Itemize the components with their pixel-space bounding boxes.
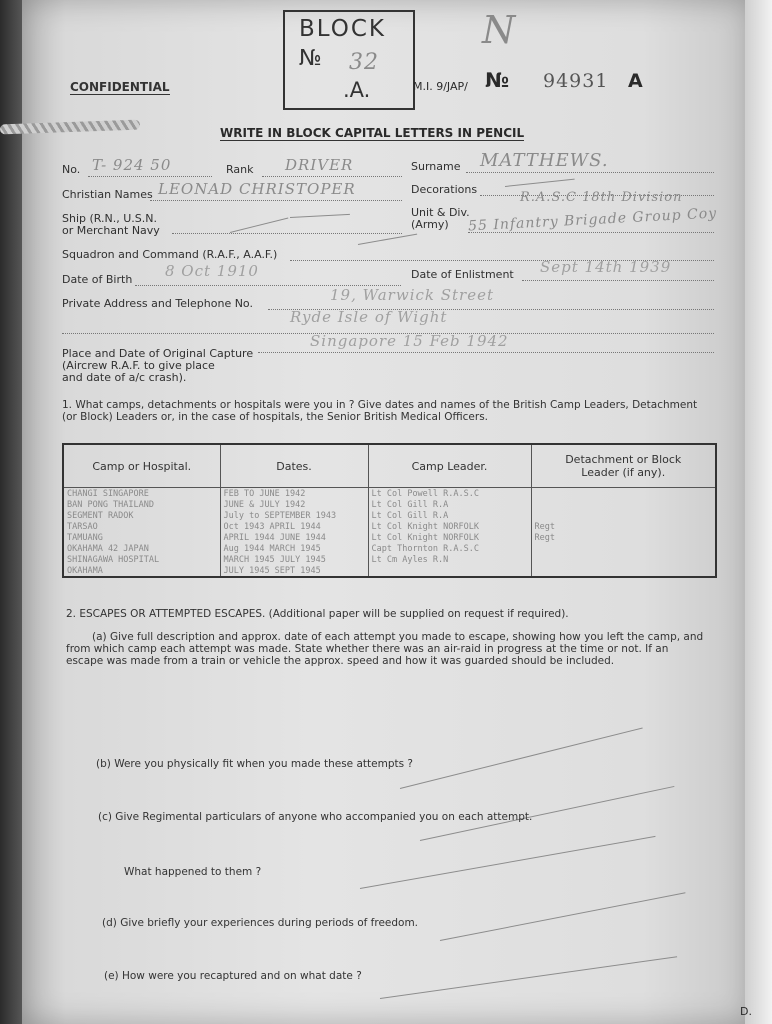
address-value-2: Ryde Isle of Wight	[290, 308, 448, 326]
serial-suffix: A	[628, 70, 643, 92]
column-header: Camp Leader.	[368, 444, 531, 488]
surname-value: MATTHEWS.	[480, 150, 609, 171]
rank-value: DRIVER	[285, 156, 354, 174]
question-2c-followup: What happened to them ?	[124, 866, 262, 878]
table-row: OKAHAMA JULY 1945 SEPT 1945	[63, 565, 716, 577]
decorations-label: Decorations	[411, 183, 478, 196]
enlistment-label: Date of Enlistment	[411, 268, 514, 281]
question-2e: (e) How were you recaptured and on what date ?	[104, 970, 362, 982]
camps-table	[62, 443, 717, 578]
table-row: SEGMENT RADOK July to SEPTEMBER 1943 Lt Col Gill R.A	[63, 510, 716, 521]
question-2d: (d) Give briefly your experiences during periods of freedom.	[102, 917, 419, 929]
table-row: SHINAGAWA HOSPITAL MARCH 1945 JULY 1945 Lt Cm Ayles R.N	[63, 554, 716, 565]
block-number-label: №	[299, 46, 322, 71]
block-hand-number: 32	[349, 50, 379, 75]
page-edge	[745, 0, 772, 1024]
handwritten-initials: N	[482, 8, 517, 52]
unit-label: Unit & Div. (Army)	[411, 206, 470, 231]
question-2b: (b) Were you physically fit when you made these attempts ?	[96, 758, 413, 770]
serial-prefix: №	[485, 68, 510, 92]
question-1: 1. What camps, detachments or hospitals were you in ? Give dates and names of the British Camp Leaders, Detachment (or Block) Leaders or, in the case of hospitals, the Senior British Medical Officers.	[62, 399, 698, 423]
serial-number: 94931	[543, 70, 609, 92]
capture-value: Singapore 15 Feb 1942	[310, 332, 509, 350]
form-instruction: WRITE IN BLOCK CAPITAL LETTERS IN PENCIL	[220, 126, 525, 140]
page-corner-mark: D.	[740, 1005, 752, 1018]
block-stamp	[283, 10, 415, 110]
question-2c: (c) Give Regimental particulars of anyone who accompanied you on each attempt.	[98, 811, 533, 823]
table-row: OKAHAMA 42 JAPAN Aug 1944 MARCH 1945 Capt Thornton R.A.S.C	[63, 543, 716, 554]
christian-names-value: LEONAD CHRISTOPER	[158, 180, 356, 198]
question-2a: (a) Give full description and approx. date of each attempt you made to escape, showing how you left the camp, and from which camp each attempt was made. State whether there was an air-raid in progress at the time or not. If an escape was made from a train or vehicle the approx. speed and how it was guarded should be included.	[66, 631, 704, 667]
squadron-label: Squadron and Command (R.A.F., A.A.F.)	[62, 248, 278, 261]
column-header: Detachment or Block Leader (if any).	[531, 444, 716, 488]
table-row: BAN PONG THAILAND JUNE & JULY 1942 Lt Col Gill R.A	[63, 499, 716, 510]
question-2-heading: 2. ESCAPES OR ATTEMPTED ESCAPES. (Additional paper will be supplied on request if required).	[66, 608, 569, 620]
unit-value-line2: 55 Infantry Brigade Group Coy	[467, 205, 718, 235]
service-no-value: T- 924 50	[92, 156, 172, 174]
dob-label: Date of Birth	[62, 273, 133, 286]
block-title: BLOCK	[299, 16, 387, 42]
confidential-label: CONFIDENTIAL	[70, 80, 170, 94]
enlistment-value: Sept 14th 1939	[540, 258, 672, 276]
christian-names-label: Christian Names	[62, 188, 153, 201]
table-row: TAMUANG APRIL 1944 JUNE 1944 Lt Col Knight NORFOLK Regt	[63, 532, 716, 543]
column-header: Dates.	[220, 444, 368, 488]
block-letter: .A.	[343, 78, 371, 102]
dob-value: 8 Oct 1910	[165, 262, 259, 280]
address-label: Private Address and Telephone No.	[62, 297, 253, 310]
table-row: TARSAO Oct 1943 APRIL 1944 Lt Col Knight NORFOLK Regt	[63, 521, 716, 532]
address-value-1: 19, Warwick Street	[330, 286, 495, 304]
ship-label: Ship (R.N., U.S.N. or Merchant Navy	[62, 212, 160, 237]
rank-label: Rank	[226, 163, 254, 176]
form-reference: M.I. 9/JAP/	[413, 80, 468, 93]
surname-label: Surname	[411, 160, 461, 173]
service-no-label: No.	[62, 163, 81, 176]
column-header: Camp or Hospital.	[63, 444, 220, 488]
table-row: CHANGI SINGAPORE FEB TO JUNE 1942 Lt Col Powell R.A.S.C	[63, 488, 716, 500]
capture-label: Place and Date of Original Capture (Aircrew R.A.F. to give place and date of a/c crash).	[62, 347, 254, 384]
unit-value-line1: R.A.S.C 18th Division	[520, 190, 683, 205]
